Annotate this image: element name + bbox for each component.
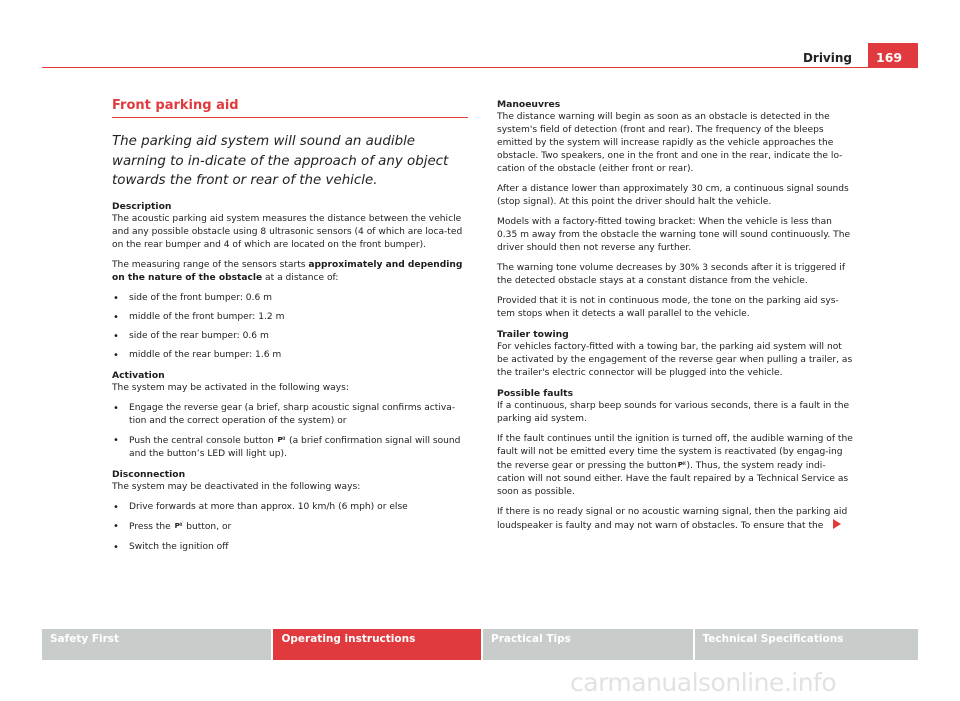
disconnection-text: The system may be deactivated in the following ways:: [112, 482, 361, 493]
section-title: Front parking aid: [112, 98, 468, 118]
list-item: • middle of the rear bumper: 1.6 m: [112, 349, 468, 362]
faults-text-end: ). Thus, the system ready indi-cation will not sound either. Have the fault repaired by a Technical Service as soon as possible.: [497, 461, 849, 497]
list-item-text: Press the: [129, 522, 174, 533]
range-list: [112, 292, 468, 363]
list-item: • middle of the front bumper: 1.2 m: [112, 311, 468, 324]
disconnection-heading: Disconnection: [112, 469, 186, 481]
parking-aid-icon: P⁽⁽: [677, 461, 686, 469]
list-item: • Drive forwards at more than approx. 10 km/h (6 mph) or else: [112, 501, 468, 514]
range-text-start: The measuring range of the sensors starts: [112, 259, 309, 270]
list-item-text: Push the central console button: [129, 436, 277, 447]
tab-operating-instructions[interactable]: Operating instructions: [273, 629, 481, 660]
list-item: • side of the rear bumper: 0.6 m: [112, 330, 468, 343]
range-text: [112, 259, 468, 285]
watermark: carmanualsonline.info: [570, 668, 837, 697]
continue-arrow-icon: [833, 519, 841, 529]
parking-aid-icon: P⁽⁽: [174, 522, 183, 531]
page-number: 169: [868, 43, 918, 68]
section-lead: The parking aid system will sound an audible warning to in-dicate of the approach of any object towards the front or rear of the vehicle.: [112, 134, 449, 188]
chapter-title: Driving: [802, 51, 852, 65]
page-header: [0, 0, 960, 70]
list-item: [112, 434, 468, 461]
faults-text: [497, 506, 853, 533]
right-column: [497, 98, 853, 540]
description-text: The acoustic parking aid system measures the distance between the vehicle and any possible obstacle using 8 ultrasonic sensors (4 of which are loca-ted on the rear bumper and 4 of which are located on the front bumper).: [112, 213, 463, 250]
faults-heading: Possible faults: [497, 388, 574, 399]
faults-text: If a continuous, sharp beep sounds for various seconds, there is a fault in the parking aid system.: [497, 401, 850, 424]
range-text-bold: approximately and depending on the nature of the obstacle: [112, 259, 463, 283]
manoeuvres-text: The warning tone volume decreases by 30% 3 seconds after it is triggered if the detected obstacle stays at a constant distance from the vehicle.: [497, 263, 846, 286]
left-column: [112, 98, 468, 561]
faults-text-start: If the fault continues until the ignition is turned off, the audible warning of the fault will not be emitted every time the system is reactivated (by engag-ing the reverse gear or pressing the button: [497, 434, 853, 471]
tab-technical-specifications[interactable]: Technical Specifications: [695, 629, 918, 660]
tab-safety-first[interactable]: Safety First: [42, 629, 271, 660]
list-item-text: button, or: [183, 522, 232, 533]
list-item: • Engage the reverse gear (a brief, sharp acoustic signal confirms activa-tion and the correct operation of the system) or: [112, 402, 468, 428]
faults-text-last: If there is no ready signal or no acoustic warning signal, then the parking aid loudspeaker is faulty and may not warn of obstacles. To ensure that the: [497, 507, 848, 531]
trailer-text: For vehicles factory-fitted with a towing bar, the parking aid system will not be activated by the engagement of the reverse gear when pulling a trailer, as the trailer's electric connector will be plugged into the vehicle.: [497, 342, 853, 378]
manoeuvres-text: The distance warning will begin as soon as an obstacle is detected in the system's field of detection (front and rear). The frequency of the bleeps emitted by the system will increase rapidly as the vehicle approaches the obstacle. Two speakers, one in the front and one in the rear, indicate the lo-cation of the obstacle (either front or rear).: [497, 112, 843, 174]
manoeuvres-text: Models with a factory-fitted towing bracket: When the vehicle is less than 0.35 m away from the obstacle the warning tone will sound continuously. The driver should then not reverse any further.: [497, 217, 851, 253]
range-text-end: at a distance of:: [262, 272, 339, 283]
manoeuvres-text: Provided that it is not in continuous mode, the tone on the parking aid sys-tem stops when it detects a wall parallel to the vehicle.: [497, 296, 839, 319]
activation-list: [112, 402, 468, 461]
parking-aid-icon: P⁽⁽: [277, 436, 286, 445]
chapter-nav: [42, 629, 918, 660]
faults-text: [497, 433, 853, 499]
list-item: • side of the front bumper: 0.6 m: [112, 292, 468, 305]
tab-practical-tips[interactable]: Practical Tips: [483, 629, 693, 660]
manoeuvres-heading: Manoeuvres: [497, 99, 561, 110]
description-heading: Description: [112, 200, 172, 212]
disconnection-list: [112, 501, 468, 553]
activation-heading: Activation: [112, 370, 165, 382]
activation-text: The system may be activated in the following ways:: [112, 383, 349, 394]
list-item-text: (a brief confirmation signal will sound and the button’s LED will light up).: [129, 436, 461, 460]
list-item: • Switch the ignition off: [112, 541, 468, 554]
header-divider: [42, 67, 918, 68]
list-item: [112, 520, 468, 534]
trailer-heading: Trailer towing: [497, 329, 569, 340]
manoeuvres-text: After a distance lower than approximately 30 cm, a continuous signal sounds (stop signal). At this point the driver should halt the vehicle.: [497, 184, 849, 207]
